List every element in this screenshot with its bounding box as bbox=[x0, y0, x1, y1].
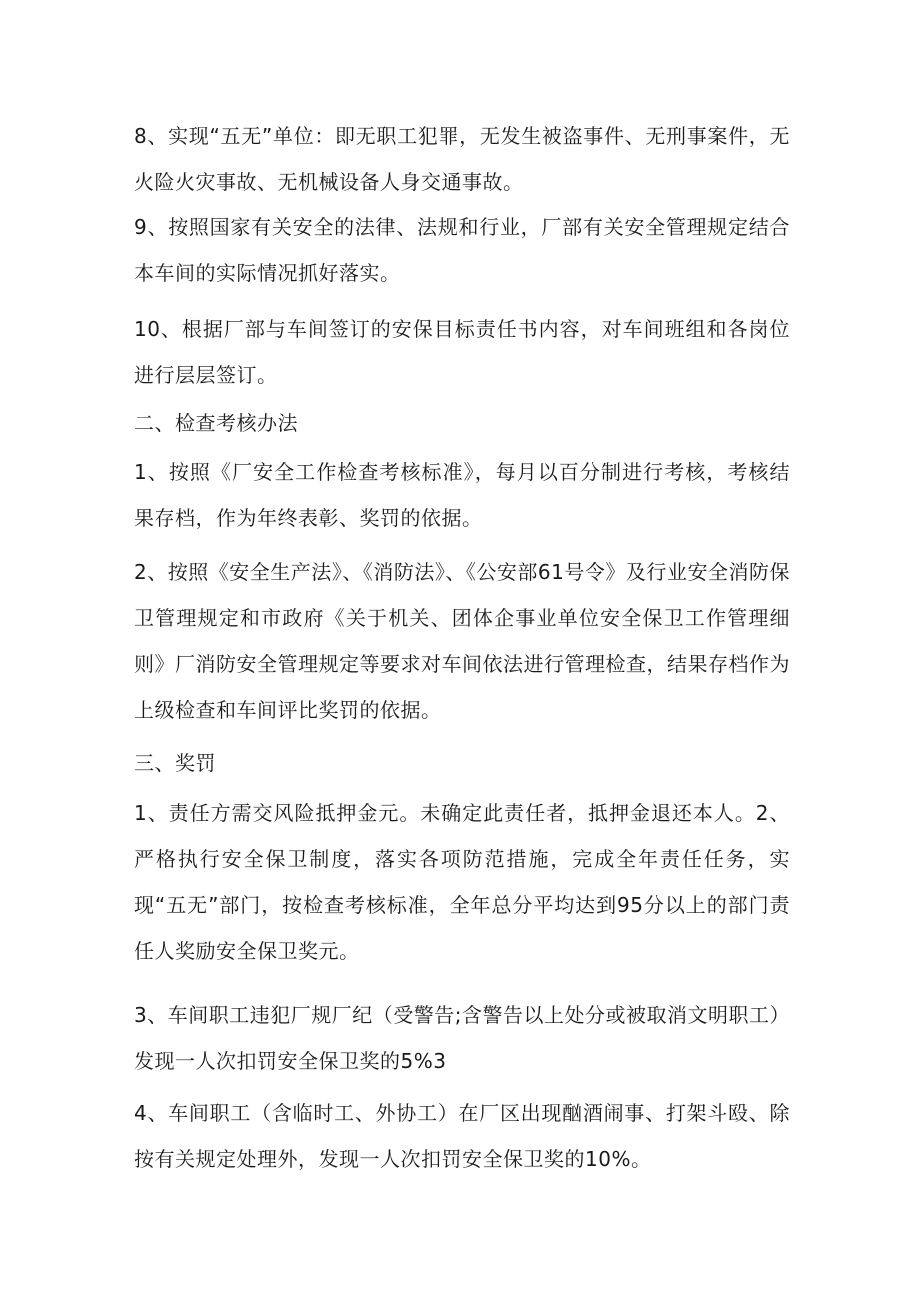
paragraph-item-10: 10、根据厂部与车间签订的安保目标责任书内容，对车间班组和各岗位进行层层签订。 bbox=[134, 317, 790, 387]
paragraph-rewards-4: 4、车间职工（含临时工、外协工）在厂区出现酗酒闹事、打架斗殴、除按有关规定处理外，发现一人次扣罚安全保卫奖的10%。 bbox=[134, 1101, 790, 1171]
paragraph-item-8: 8、实现“五无”单位：即无职工犯罪，无发生被盗事件、无刑事案件，无火险火灾事故、无机械设备人身交通事故。 bbox=[134, 124, 790, 194]
paragraph-inspection-1: 1、按照《厂安全工作检查考核标准》，每月以百分制进行考核，考核结果存档，作为年终表彰、奖罚的依据。 bbox=[134, 460, 790, 530]
paragraph-item-9: 9、按照国家有关安全的法律、法规和行业，厂部有关安全管理规定结合本车间的实际情况抓好落实。 bbox=[134, 215, 790, 285]
paragraph-rewards-3: 3、车间职工违犯厂规厂纪（受警告;含警告以上处分或被取消文明职工）发现一人次扣罚安全保卫奖的5%3 bbox=[134, 1003, 790, 1073]
section-heading-inspection: 二、检查考核办法 bbox=[134, 411, 298, 435]
paragraph-inspection-2: 2、按照《安全生产法》、《消防法》、《公安部61号令》及行业安全消防保卫管理规定和市政府《关于机关、团体企事业单位安全保卫工作管理细则》厂消防安全管理规定等要求对车间依法进行管理检查，结果存档作为上级检查和车间评比奖罚的依据。 bbox=[134, 560, 790, 722]
paragraph-rewards-1-2: 1、责任方需交风险抵押金元。未确定此责任者，抵押金退还本人。2、严格执行安全保卫制度，落实各项防范措施，完成全年责任任务，实现“五无”部门，按检查考核标准，全年总分平均达到95分以上的部门责任人奖励安全保卫奖元。 bbox=[134, 801, 790, 963]
section-heading-rewards: 三、奖罚 bbox=[134, 751, 216, 775]
